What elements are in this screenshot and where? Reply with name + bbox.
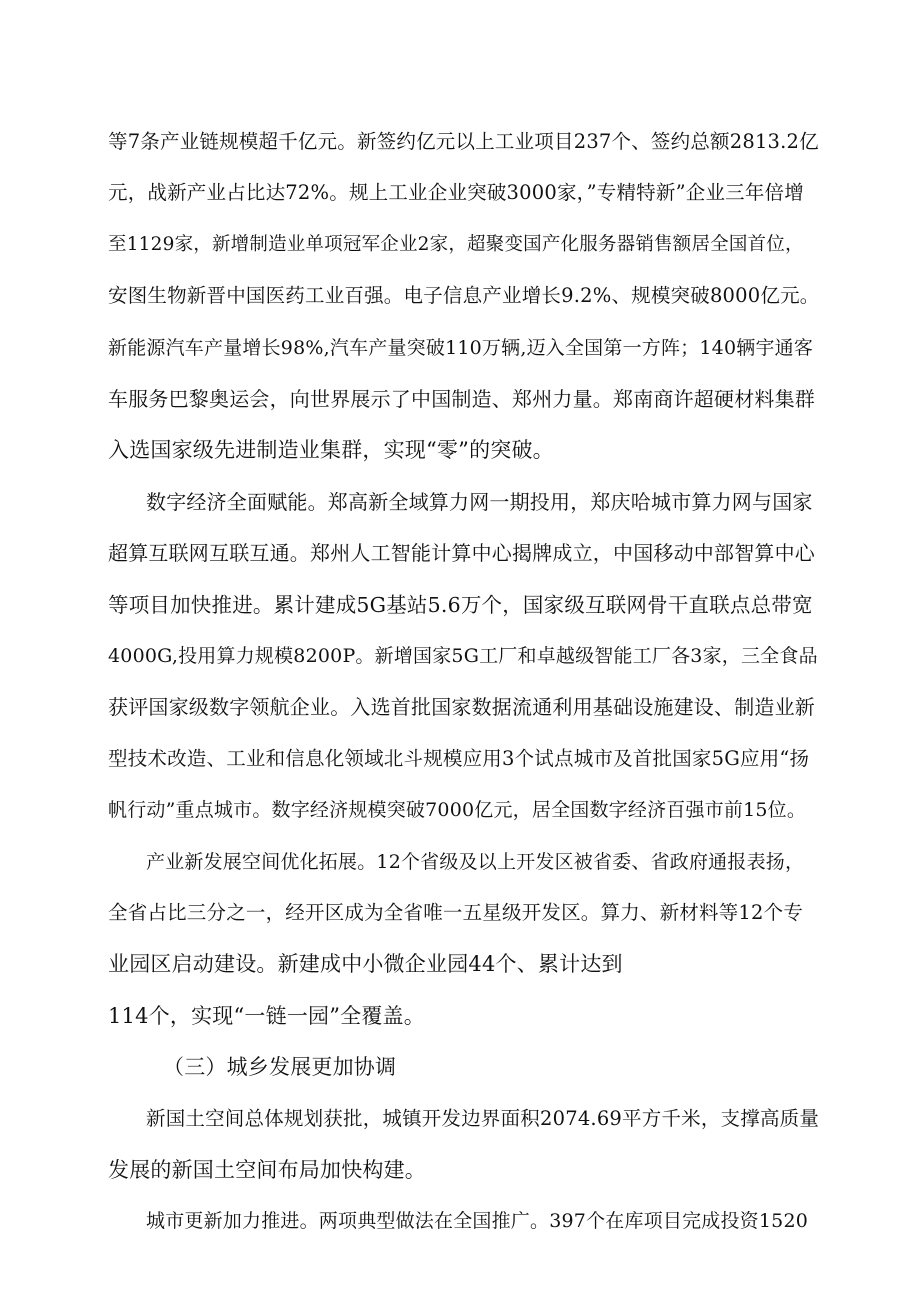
- text-line: 等项目加快推进。累计建成5G基站5.6万个，国家级互联网骨干直联点总带宽: [108, 593, 813, 617]
- text-line: 数字经济全面赋能。郑高新全域算力网一期投用，郑庆哈城市算力网与国家: [146, 490, 813, 514]
- text-line: 业园区启动建设。新建成中小微企业园44个、累计达到: [108, 952, 623, 976]
- text-line: 安图生物新晋中国医药工业百强。电子信息产业增长9.2%、规模突破8000亿元。: [108, 284, 820, 307]
- text-line: 超算互联网互联互通。郑州人工智能计算中心揭牌成立，中国移动中部智算中心: [108, 541, 815, 565]
- text-line: 至1129家，新增制造业单项冠军企业2家，超聚变国产化服务器销售额居全国首位，: [108, 234, 804, 255]
- text-line: 入选国家级先进制造业集群，实现“零”的突破。: [108, 438, 554, 462]
- text-line: 城市更新加力推进。两项典型做法在全国推广。397个在库项目完成投资1520: [146, 1210, 809, 1232]
- text-line: 全省占比三分之一，经开区成为全省唯一五星级开发区。算力、新材料等12个专: [108, 901, 804, 924]
- section-heading: （三）城乡发展更加协调: [163, 1055, 397, 1079]
- text-line: 新国土空间总体规划获批，城镇开发边界面积2074.69平方千米，支撑高质量: [146, 1107, 820, 1130]
- text-line: 114个，实现“一链一园”全覆盖。: [108, 1004, 425, 1028]
- text-line: 帆行动”重点城市。数字经济规模突破7000亿元，居全国数字经济百强市前15位。: [108, 799, 807, 821]
- text-line: 新能源汽车产量增长98%,汽车产量突破110万辆,迈入全国第一方阵；140辆宇通客: [108, 337, 814, 359]
- text-line: 获评国家级数字领航企业。入选首批国家数据流通利用基础设施建设、制造业新: [108, 695, 815, 719]
- text-line: 车服务巴黎奥运会，向世界展示了中国制造、郑州力量。郑南商许超硬材料集群: [108, 387, 815, 411]
- text-line: 元，战新产业占比达72%。规上工业企业突破3000家，”专精特新”企业三年倍增: [108, 181, 804, 204]
- text-line: 发展的新国土空间布局加快构建。: [108, 1158, 426, 1182]
- text-line: 等7条产业链规模超千亿元。新签约亿元以上工业项目237个、签约总额2813.2亿: [108, 130, 819, 153]
- text-line: 4000G,投用算力规模8200P。新增国家5G工厂和卓越级智能工厂各3家，三全食品: [108, 645, 818, 667]
- text-line: 型技术改造、工业和信息化领域北斗规模应用3个试点城市及首批国家5G应用“扬: [108, 747, 810, 770]
- text-line: 产业新发展空间优化拓展。12个省级及以上开发区被省委、省政府通报表扬，: [146, 851, 805, 873]
